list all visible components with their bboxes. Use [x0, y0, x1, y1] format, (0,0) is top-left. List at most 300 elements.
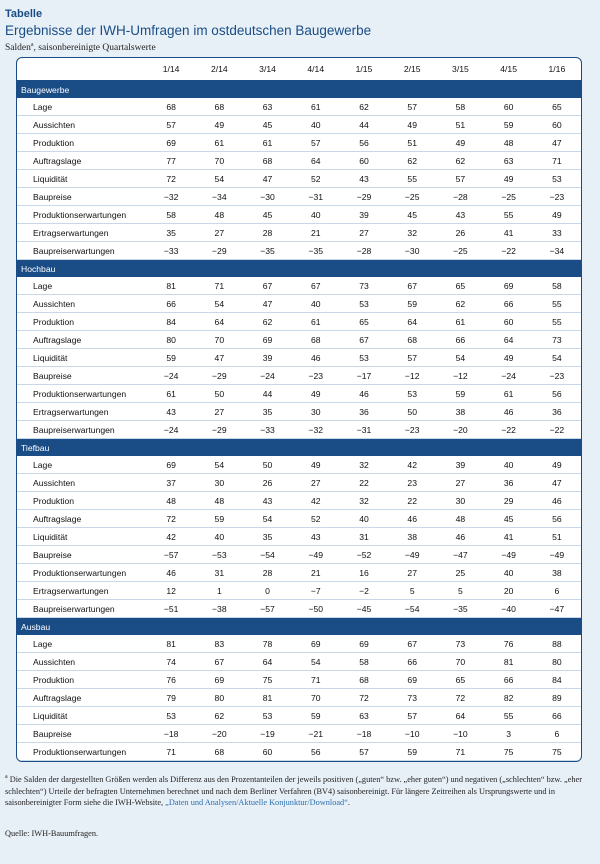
table-cell: 82 — [485, 689, 533, 707]
table-cell: 47 — [533, 134, 581, 152]
table-cell: 80 — [533, 653, 581, 671]
table-cell: 43 — [147, 403, 195, 421]
column-header: 4/14 — [292, 58, 340, 81]
table-cell: 40 — [195, 528, 243, 546]
table-cell: 52 — [292, 170, 340, 188]
table-cell: 65 — [340, 313, 388, 331]
table-row — [17, 403, 581, 421]
table-cell: 54 — [533, 349, 581, 367]
table-cell: 45 — [243, 116, 291, 134]
table-row — [17, 242, 581, 260]
table-cell: 59 — [147, 349, 195, 367]
table-cell: 62 — [436, 152, 484, 170]
section-title: Ausbau — [17, 618, 581, 636]
table-cell: 83 — [195, 635, 243, 653]
table-cell: 46 — [292, 349, 340, 367]
table-cell: 67 — [340, 331, 388, 349]
row-label: Produktionserwartungen — [17, 743, 147, 761]
table-cell: −2 — [340, 582, 388, 600]
table-row — [17, 456, 581, 474]
table-cell: 47 — [195, 349, 243, 367]
table-row — [17, 349, 581, 367]
table-cell: 54 — [436, 349, 484, 367]
table-cell: 61 — [292, 98, 340, 116]
row-label: Baupreise — [17, 725, 147, 743]
table-cell: 81 — [147, 635, 195, 653]
table-cell: 71 — [195, 277, 243, 295]
table-cell: 52 — [292, 510, 340, 528]
table-cell: −40 — [485, 600, 533, 618]
table-cell: 48 — [195, 492, 243, 510]
table-cell: 21 — [292, 564, 340, 582]
table-cell: 60 — [485, 313, 533, 331]
table-cell: 68 — [340, 671, 388, 689]
table-cell — [436, 761, 484, 763]
row-label: Produktion — [17, 313, 147, 331]
table-cell: 53 — [147, 707, 195, 725]
table-cell: −57 — [243, 600, 291, 618]
table-cell: 54 — [195, 295, 243, 313]
table-cell: −57 — [147, 546, 195, 564]
column-header: 3/15 — [436, 58, 484, 81]
table-row — [17, 707, 581, 725]
table-cell: 62 — [436, 295, 484, 313]
table-cell: −31 — [340, 421, 388, 439]
row-label: Aussichten — [17, 116, 147, 134]
table-cell: 55 — [533, 313, 581, 331]
table-cell: 69 — [147, 134, 195, 152]
table-cell: 54 — [195, 170, 243, 188]
row-label: Produktionserwartungen — [17, 564, 147, 582]
table-cell: 12 — [147, 582, 195, 600]
table-cell: 49 — [292, 385, 340, 403]
table-cell: 58 — [147, 206, 195, 224]
table-body — [17, 81, 581, 763]
table-row — [17, 367, 581, 385]
column-header: 2/15 — [388, 58, 436, 81]
table-cell: −24 — [243, 367, 291, 385]
table-cell: 59 — [195, 510, 243, 528]
table-row — [17, 385, 581, 403]
table-cell: 81 — [147, 277, 195, 295]
table-cell: 68 — [195, 743, 243, 761]
table-cell: −12 — [436, 367, 484, 385]
section-header-row — [17, 618, 581, 636]
table-row — [17, 224, 581, 242]
table-cell: 68 — [195, 98, 243, 116]
table-cell: 35 — [147, 224, 195, 242]
table-cell: 40 — [340, 510, 388, 528]
table-row — [17, 689, 581, 707]
table-tag: Tabelle — [5, 8, 43, 20]
table-cell: −29 — [195, 421, 243, 439]
table-cell: −29 — [195, 242, 243, 260]
table-cell: −21 — [292, 725, 340, 743]
table-cell — [485, 761, 533, 763]
table-row — [17, 528, 581, 546]
table-cell: 49 — [292, 456, 340, 474]
table-cell: 27 — [195, 403, 243, 421]
table-cell: 63 — [340, 707, 388, 725]
table-cell: 69 — [147, 456, 195, 474]
table-cell: 6 — [533, 725, 581, 743]
table-cell: 36 — [533, 403, 581, 421]
table-cell: −50 — [292, 600, 340, 618]
table-cell: −35 — [243, 242, 291, 260]
table-row — [17, 421, 581, 439]
table-cell: 69 — [243, 331, 291, 349]
table-row — [17, 134, 581, 152]
table-cell: 59 — [485, 116, 533, 134]
column-header: 1/16 — [533, 58, 581, 81]
table-cell: 29 — [485, 492, 533, 510]
table-cell: 84 — [533, 671, 581, 689]
table-cell: −22 — [485, 421, 533, 439]
section-header-row — [17, 439, 581, 457]
row-label: Liquidität — [17, 170, 147, 188]
table-cell: 62 — [243, 313, 291, 331]
row-label: Baupreiserwartungen — [17, 242, 147, 260]
table-cell: 5 — [388, 582, 436, 600]
table-cell: 46 — [388, 510, 436, 528]
table-cell: 45 — [485, 510, 533, 528]
table-cell: 42 — [147, 528, 195, 546]
table-cell: 49 — [485, 170, 533, 188]
table-cell: −30 — [243, 188, 291, 206]
row-label: Liquidität — [17, 528, 147, 546]
results-table-container — [16, 57, 582, 762]
table-cell: 64 — [243, 653, 291, 671]
table-cell: 57 — [147, 116, 195, 134]
table-cell: 75 — [485, 743, 533, 761]
table-cell: 51 — [388, 134, 436, 152]
table-row — [17, 564, 581, 582]
table-cell: 66 — [147, 295, 195, 313]
table-cell: 46 — [485, 403, 533, 421]
section-header-row — [17, 260, 581, 278]
table-cell: 53 — [243, 707, 291, 725]
table-cell: 20 — [485, 582, 533, 600]
table-cell: 89 — [533, 689, 581, 707]
table-cell: −29 — [195, 367, 243, 385]
table-row — [17, 671, 581, 689]
page-title: Ergebnisse der IWH-Umfragen im ostdeutschen Baugewerbe — [5, 23, 372, 38]
table-cell: 39 — [340, 206, 388, 224]
table-cell: 63 — [243, 98, 291, 116]
row-label: Baupreiserwartungen — [17, 421, 147, 439]
table-cell: 57 — [292, 134, 340, 152]
table-cell: 1 — [195, 582, 243, 600]
table-cell: 60 — [533, 116, 581, 134]
row-label: Aussichten — [17, 295, 147, 313]
table-cell: 41 — [485, 528, 533, 546]
table-cell: −53 — [195, 546, 243, 564]
table-cell: 72 — [436, 689, 484, 707]
table-cell: 66 — [485, 671, 533, 689]
table-row — [17, 474, 581, 492]
table-cell: 75 — [533, 743, 581, 761]
table-row — [17, 98, 581, 116]
table-cell: 66 — [436, 331, 484, 349]
table-cell: 48 — [485, 134, 533, 152]
table-cell: 48 — [195, 206, 243, 224]
table-cell: 44 — [243, 385, 291, 403]
table-cell: 67 — [195, 653, 243, 671]
table-cell: 78 — [243, 635, 291, 653]
table-cell: 71 — [147, 743, 195, 761]
table-cell: 62 — [340, 98, 388, 116]
table-cell: −35 — [436, 600, 484, 618]
table-cell: 28 — [243, 564, 291, 582]
table-cell: 64 — [195, 313, 243, 331]
table-cell: 64 — [388, 313, 436, 331]
table-cell: 23 — [388, 474, 436, 492]
table-cell: 30 — [436, 492, 484, 510]
table-cell: −18 — [147, 725, 195, 743]
table-cell: 68 — [147, 98, 195, 116]
row-label: Auftragslage — [17, 331, 147, 349]
table-cell: 70 — [195, 152, 243, 170]
table-cell: −32 — [292, 421, 340, 439]
table-cell: 30 — [292, 403, 340, 421]
table-cell: 56 — [292, 743, 340, 761]
table-cell: 35 — [243, 528, 291, 546]
section-header-row — [17, 81, 581, 99]
table-cell: 42 — [292, 492, 340, 510]
table-cell: 47 — [533, 474, 581, 492]
table-cell: −31 — [292, 188, 340, 206]
section-title: Hochbau — [17, 260, 581, 278]
table-cell: 61 — [147, 385, 195, 403]
table-cell: 6 — [533, 582, 581, 600]
table-cell: 72 — [147, 170, 195, 188]
table-cell: −23 — [533, 188, 581, 206]
table-cell: 64 — [436, 707, 484, 725]
table-cell: 64 — [485, 331, 533, 349]
table-cell: 61 — [292, 313, 340, 331]
row-label: Produktionserwartungen — [17, 385, 147, 403]
table-cell: 46 — [147, 564, 195, 582]
table-cell: 55 — [485, 707, 533, 725]
table-row — [17, 600, 581, 618]
row-label: Baupreise — [17, 367, 147, 385]
table-cell: 57 — [436, 170, 484, 188]
table-cell: 81 — [243, 689, 291, 707]
table-cell: 31 — [340, 528, 388, 546]
table-cell: 31 — [195, 564, 243, 582]
table-cell: −47 — [436, 546, 484, 564]
table-cell: 69 — [388, 671, 436, 689]
table-cell: 71 — [533, 152, 581, 170]
table-cell: 38 — [436, 403, 484, 421]
row-label: Ertragserwartungen — [17, 224, 147, 242]
table-cell: −49 — [485, 546, 533, 564]
table-cell: 46 — [436, 528, 484, 546]
table-cell: 40 — [292, 206, 340, 224]
table-cell: 21 — [292, 224, 340, 242]
table-cell: 55 — [388, 170, 436, 188]
table-cell: 61 — [485, 385, 533, 403]
table-cell: 62 — [388, 152, 436, 170]
column-header: 4/15 — [485, 58, 533, 81]
website-link[interactable]: „Daten und Analysen/Aktuelle Konjunktur/Download“ — [165, 798, 348, 807]
table-cell: −23 — [533, 367, 581, 385]
table-cell: 43 — [340, 170, 388, 188]
section-title: Baugewerbe — [17, 81, 581, 99]
row-label: Ertragserwartungen — [17, 403, 147, 421]
table-cell: −24 — [147, 421, 195, 439]
table-cell: 36 — [485, 474, 533, 492]
table-cell: 43 — [436, 206, 484, 224]
table-cell: 64 — [292, 152, 340, 170]
table-cell: −17 — [340, 367, 388, 385]
row-label: Auftragslage — [17, 152, 147, 170]
table-row — [17, 313, 581, 331]
table-row — [17, 170, 581, 188]
table-cell: 84 — [147, 313, 195, 331]
table-cell: 32 — [340, 456, 388, 474]
table-cell: 32 — [388, 224, 436, 242]
table-cell: −22 — [533, 421, 581, 439]
table-cell: −12 — [388, 367, 436, 385]
table-row — [17, 761, 581, 763]
table-cell: 71 — [292, 671, 340, 689]
table-cell: 39 — [436, 456, 484, 474]
table-cell: 61 — [243, 134, 291, 152]
table-cell: −30 — [388, 242, 436, 260]
row-label: Aussichten — [17, 474, 147, 492]
table-cell: 80 — [195, 689, 243, 707]
row-label: Lage — [17, 635, 147, 653]
table-cell: 67 — [388, 277, 436, 295]
table-cell: 51 — [533, 528, 581, 546]
table-cell: 58 — [436, 98, 484, 116]
table-cell: 22 — [388, 492, 436, 510]
table-cell: 74 — [147, 653, 195, 671]
table-cell: 43 — [243, 492, 291, 510]
table-cell: 67 — [243, 277, 291, 295]
table-row — [17, 743, 581, 761]
table-cell: −33 — [243, 421, 291, 439]
row-label: Ertragserwartungen — [17, 582, 147, 600]
table-cell: 67 — [292, 277, 340, 295]
table-cell: −28 — [340, 242, 388, 260]
table-row — [17, 725, 581, 743]
table-cell: 69 — [485, 277, 533, 295]
table-cell: 81 — [485, 653, 533, 671]
table-cell: −19 — [243, 725, 291, 743]
row-label: Baupreiserwartungen — [17, 600, 147, 618]
table-cell: 27 — [340, 224, 388, 242]
table-cell: 49 — [533, 206, 581, 224]
table-cell: 73 — [340, 277, 388, 295]
table-cell: −51 — [147, 600, 195, 618]
table-cell: 57 — [388, 349, 436, 367]
table-cell: 16 — [340, 564, 388, 582]
row-label: Produktionserwartungen — [17, 206, 147, 224]
table-cell: 63 — [485, 152, 533, 170]
table-cell: 60 — [340, 152, 388, 170]
table-cell — [147, 761, 195, 763]
table-cell: 68 — [292, 331, 340, 349]
table-cell: 57 — [388, 98, 436, 116]
table-cell: 68 — [388, 331, 436, 349]
header-corner — [17, 58, 147, 81]
table-row — [17, 152, 581, 170]
table-cell: 60 — [485, 98, 533, 116]
row-label: Aussichten — [17, 653, 147, 671]
table-cell: 72 — [340, 689, 388, 707]
table-cell: 69 — [195, 671, 243, 689]
table-cell: 73 — [388, 689, 436, 707]
table-cell: 73 — [436, 635, 484, 653]
table-cell: 55 — [485, 206, 533, 224]
table-cell: 51 — [436, 116, 484, 134]
table-cell: 45 — [388, 206, 436, 224]
table-cell: 27 — [436, 474, 484, 492]
footnote — [5, 774, 593, 809]
table-cell — [533, 761, 581, 763]
row-label: Baupreise — [17, 546, 147, 564]
table-cell — [340, 761, 388, 763]
table-cell: −33 — [147, 242, 195, 260]
table-cell: 65 — [436, 671, 484, 689]
table-cell: 48 — [147, 492, 195, 510]
table-cell: 66 — [533, 707, 581, 725]
table-cell: 37 — [147, 474, 195, 492]
table-cell: 48 — [436, 510, 484, 528]
table-cell: 40 — [485, 564, 533, 582]
table-cell: 30 — [195, 474, 243, 492]
table-cell: 79 — [147, 689, 195, 707]
table-cell: −25 — [388, 188, 436, 206]
table-cell: 49 — [388, 116, 436, 134]
table-cell: 56 — [533, 510, 581, 528]
table-cell: 46 — [340, 385, 388, 403]
table-cell: 22 — [340, 474, 388, 492]
table-cell: 49 — [485, 349, 533, 367]
table-cell: −7 — [292, 582, 340, 600]
table-cell: 27 — [388, 564, 436, 582]
row-label: Baupreise — [17, 188, 147, 206]
table-cell: 28 — [243, 224, 291, 242]
table-cell: 69 — [340, 635, 388, 653]
table-cell: −25 — [485, 188, 533, 206]
row-label: Produktion — [17, 134, 147, 152]
table-row — [17, 277, 581, 295]
table-cell: 26 — [243, 474, 291, 492]
table-cell: 55 — [533, 295, 581, 313]
table-cell: −24 — [485, 367, 533, 385]
table-cell: 33 — [533, 224, 581, 242]
row-label: Produktion — [17, 671, 147, 689]
table-cell: 49 — [533, 456, 581, 474]
table-cell: −20 — [195, 725, 243, 743]
table-cell: 66 — [388, 653, 436, 671]
row-label: Lage — [17, 456, 147, 474]
source-note: Quelle: IWH-Bauumfragen. — [5, 829, 99, 838]
table-cell: 70 — [292, 689, 340, 707]
table-cell: 77 — [147, 152, 195, 170]
table-cell: 46 — [533, 492, 581, 510]
table-cell: 75 — [243, 671, 291, 689]
table-row — [17, 510, 581, 528]
table-cell: 54 — [292, 653, 340, 671]
table-cell: 49 — [195, 116, 243, 134]
table-cell: 41 — [485, 224, 533, 242]
table-cell: 43 — [292, 528, 340, 546]
table-cell: 71 — [436, 743, 484, 761]
